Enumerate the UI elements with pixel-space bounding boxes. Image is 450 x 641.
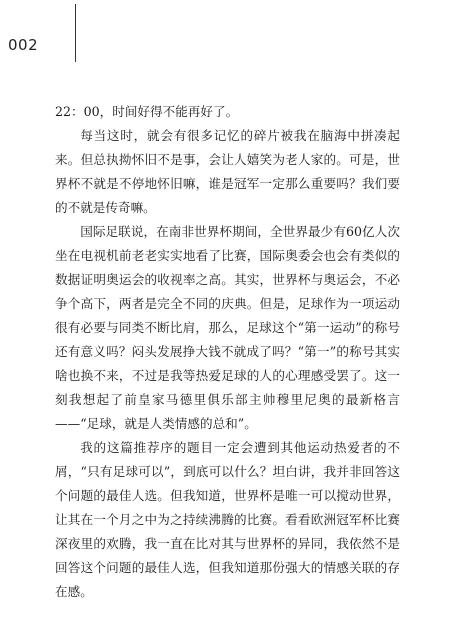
body-text [55,100,400,604]
paragraph-preface: 我的这篇推荐序的题目一定会遭到其他运动热爱者的不屑，“只有足球可以”，到底可以什么？坦白讲，我并非回答这个问题的最佳人选。但我知道，世界杯是唯一可以搅动世界，让其在一个月之中为之持续沸腾的比赛。看看欧洲冠军杯比赛深夜里的欢腾，我一直在比对其与世界杯的异同，我依然不是回答这个问题的最佳人选，但我知道那份强大的情感关联的存在感。 [55,440,400,599]
paragraph-time: 22：00，时间好得不能再好了。 [55,104,239,119]
page-number: 002 [8,36,39,54]
paragraph-memory: 每当这时，就会有很多记忆的碎片被我在脑海中拼凑起来。但总执拗怀旧不是事，会让人嬉笑为老人家的。可是，世界杯不就是不停地怀旧嘛，谁是冠军一定那么重要吗？我们要的不就是传奇嘛。 [55,128,400,215]
header-divider [75,4,76,62]
paragraph-fifa: 国际足联说，在南非世界杯期间，全世界最少有60亿人次坐在电视机前老老实实地看了比赛，国际奥委会也会有类似的数据证明奥运会的收视率之高。其实，世界杯与奥运会，不必争个高下，两者是完全不同的庆典。但是，足球作为一项运动很有必要与同类不断比肩，那么，足球这个“第一运动”的称号还有意义吗？闷头发展挣大钱不就成了吗？“第一”的称号其实啥也换不来，不过是我等热爱足球的人的心理感受罢了。这一刻我想起了前皇家马德里俱乐部主帅穆里尼奥的最新格言——“足球，就是人类情感的总和”。 [55,224,400,431]
